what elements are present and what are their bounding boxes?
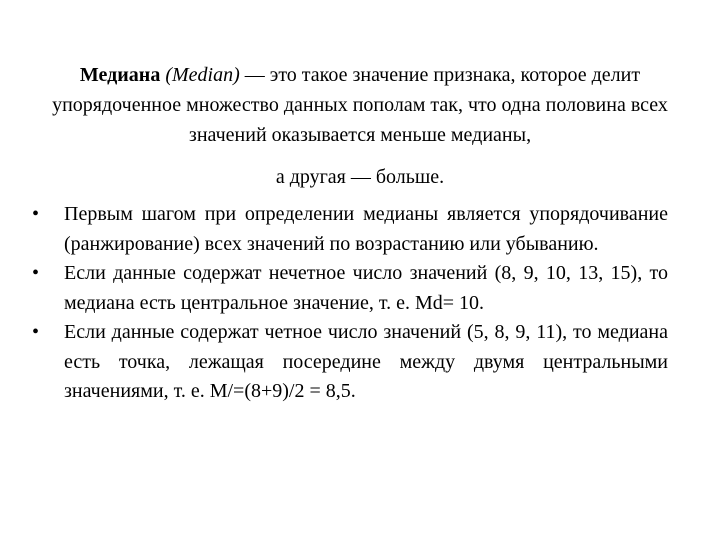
definition-text: — это такое значение признака, которое делит упорядоченное множество данных пополам так, что одна половина всех значений оказывается меньше медианы, — [52, 64, 668, 146]
bullet-marker: • — [32, 321, 40, 343]
bullet-marker: • — [32, 262, 40, 284]
definition-term-english: (Median) — [165, 64, 240, 86]
bullet-item-1 — [30, 200, 668, 259]
definition-last-line: а другая — больше. — [275, 166, 445, 188]
bullet-text: Если данные содержат четное число значений (5, 8, 9, 11), то медиана есть точка, лежащая посередине между двумя центральными значениями, т. е. М/=(8+9)/2 = 8,5. — [64, 321, 668, 402]
definition-term: Медиана — [79, 64, 161, 86]
bullet-list — [30, 200, 668, 407]
bullet-text: Первым шагом при определении медианы является упорядочивание (ранжирование) всех значений по возрастанию или убыванию. — [64, 203, 668, 255]
bullet-text: Если данные содержат нечетное число значений (8, 9, 10, 13, 15), то медиана есть центральное значение, т. е. Md= 10. — [64, 262, 668, 314]
bullet-marker: • — [32, 203, 40, 225]
bullet-item-3 — [30, 318, 668, 407]
definition-paragraph — [40, 60, 680, 150]
bullet-item-2 — [30, 259, 668, 318]
